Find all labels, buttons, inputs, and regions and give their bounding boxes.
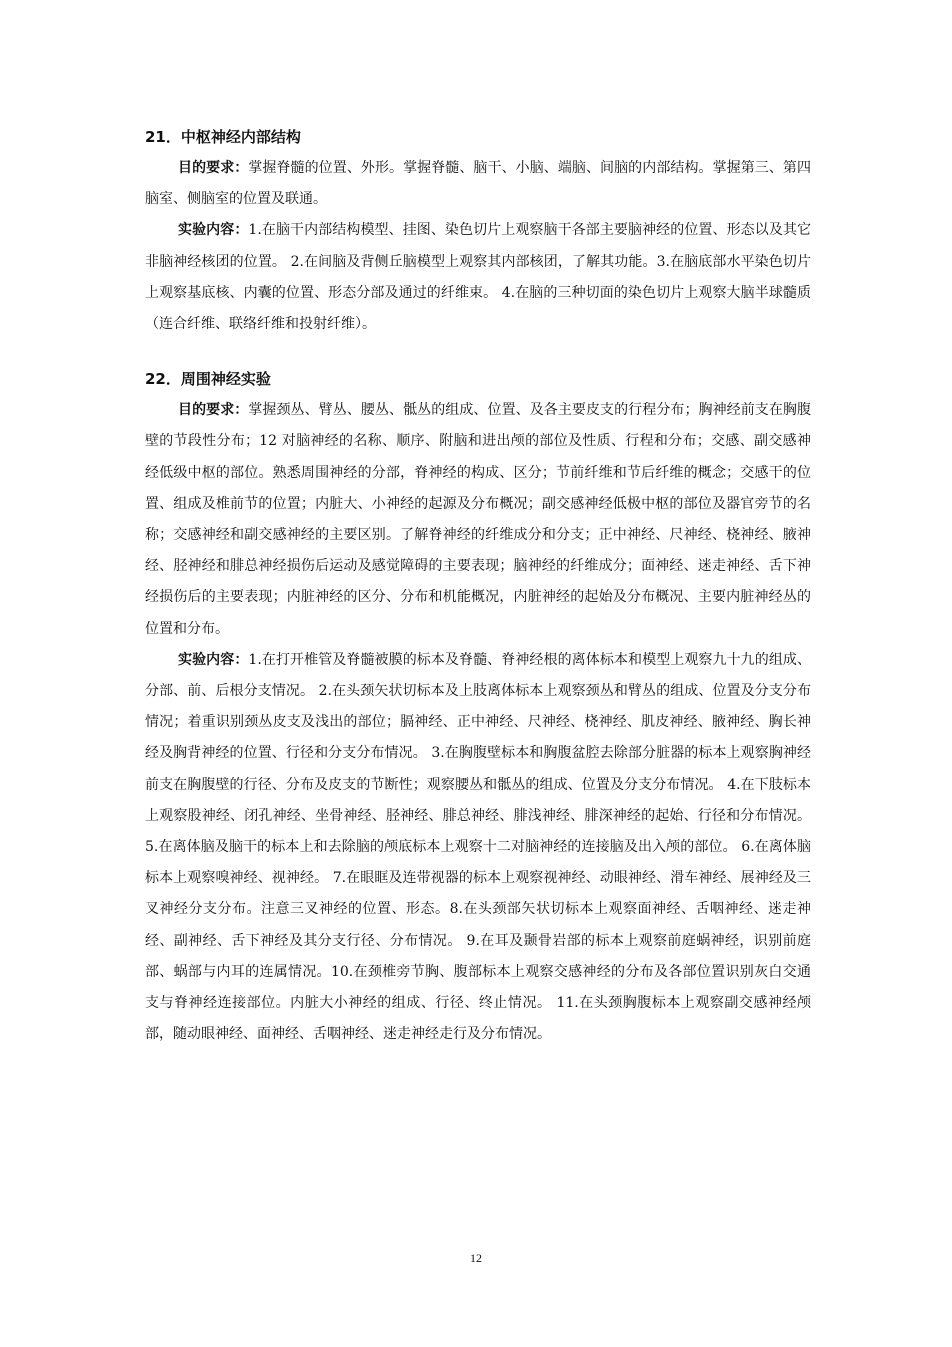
page-content — [145, 122, 811, 1074]
section-title: 22．周围神经实验 — [145, 370, 271, 389]
goal-label: 目的要求： — [178, 402, 249, 419]
content-text: 1.在脑干内部结构模型、挂图、染色切片上观察脑干各部主要脑神经的位置、形态以及其它非脑神经核团的位置。 2.在间脑及背侧丘脑模型上观察其内部核团，了解其功能。3.在脑底部水平染色切片上观察基底核、内囊的位置、形态分部及通过的纤维束。 4.在脑的三种切面的染色切片上观察大脑半球髓质（连合纤维、联络纤维和投射纤维）。 — [145, 222, 812, 333]
section-21 — [145, 122, 811, 340]
goal-paragraph — [145, 395, 811, 645]
section-title: 21．中枢神经内部结构 — [145, 128, 301, 146]
goal-text: 掌握脊髓的位置、外形。掌握脊髓、脑干、小脑、端脑、间脑的内部结构。掌握第三、第四脑室、侧脑室的位置及联通。 — [145, 160, 812, 208]
content-label: 实验内容： — [178, 651, 249, 668]
goal-label: 目的要求： — [178, 160, 249, 176]
page-number: 12 — [470, 1251, 482, 1265]
content-text: 1.在打开椎管及脊髓被膜的标本及脊髓、脊神经根的离体标本和模型上观察九十九的组成、分部、前、后根分支情况。 2.在头颈矢状切标本及上肢离体标本上观察颈丛和臂丛的组成、位置及分支分布情况；着重识别颈丛皮支及浅出的部位；膈神经、正中神经、尺神经、桡神经、肌皮神经、腋神经、胸长神经及胸背神经的位置、行径和分支分布情况。 3.在胸腹壁标本和胸腹盆腔去除部分脏器的标本上观察胸神经前支在胸腹壁的行径、分布及皮支的节断性；观察腰丛和骶丛的组成、位置及分支分布情况。 4.在下肢标本上观察股神经、闭孔神经、坐骨神经、胫神经、腓总神经、腓浅神经、腓深神经的起始、行径和分布情况。5.在离体脑及脑干的标本上和去除脑的颅底标本上观察十二对脑神经的连接脑及出入颅的部位。 6.在离体脑标本上观察嗅神经、视神经。 7.在眼眶及连带视器的标本上观察视神经、动眼神经、滑车神经、展神经及三叉神经分支分布。注意三叉神经的位置、形态。8.在头颈部矢状切标本上观察面神经、舌咽神经、迷走神经、副神经、舌下神经及其分支行径、分布情况。 9.在耳及颞骨岩部的标本上观察前庭蜗神经，识别前庭部、蜗部与内耳的连属情况。10.在颈椎旁节胸、腹部标本上观察交感神经的分布及各部位置识别灰白交通支与脊神经连接部位。内脏大小神经的组成、行径、终止情况。 11.在头颈胸腹标本上观察副交感神经颅部，随动眼神经、面神经、舌咽神经、迷走神经走行及分布情况。 — [145, 651, 812, 1043]
content-paragraph — [145, 215, 811, 340]
content-paragraph — [145, 645, 811, 1051]
goal-text: 掌握颈丛、臂丛、腰丛、骶丛的组成、位置、及各主要皮支的行程分布；胸神经前支在胸腹壁的节段性分布；12 对脑神经的名称、顺序、附脑和进出颅的部位及性质、行程和分布；交感、副交感神经低级中枢的部位。熟悉周围神经的分部，脊神经的构成、区分；节前纤维和节后纤维的概念；交感干的位置、组成及椎前节的位置；内脏大、小神经的起源及分布概况；副交感神经低极中枢的部位及器官旁节的名称；交感神经和副交感神经的主要区别。了解脊神经的纤维成分和分支；正中神经、尺神经、桡神经、腋神经、胫神经和腓总神经损伤后运动及感觉障碍的主要表现；脑神经的纤维成分；面神经、迷走神经、舌下神经损伤后的主要表现；内脏神经的区分、分布和机能概况，内脏神经的起始及分布概况、主要内脏神经丛的位置和分布。 — [145, 402, 812, 637]
section-22 — [145, 364, 811, 1050]
goal-paragraph — [145, 153, 811, 215]
content-label: 实验内容： — [178, 222, 249, 239]
